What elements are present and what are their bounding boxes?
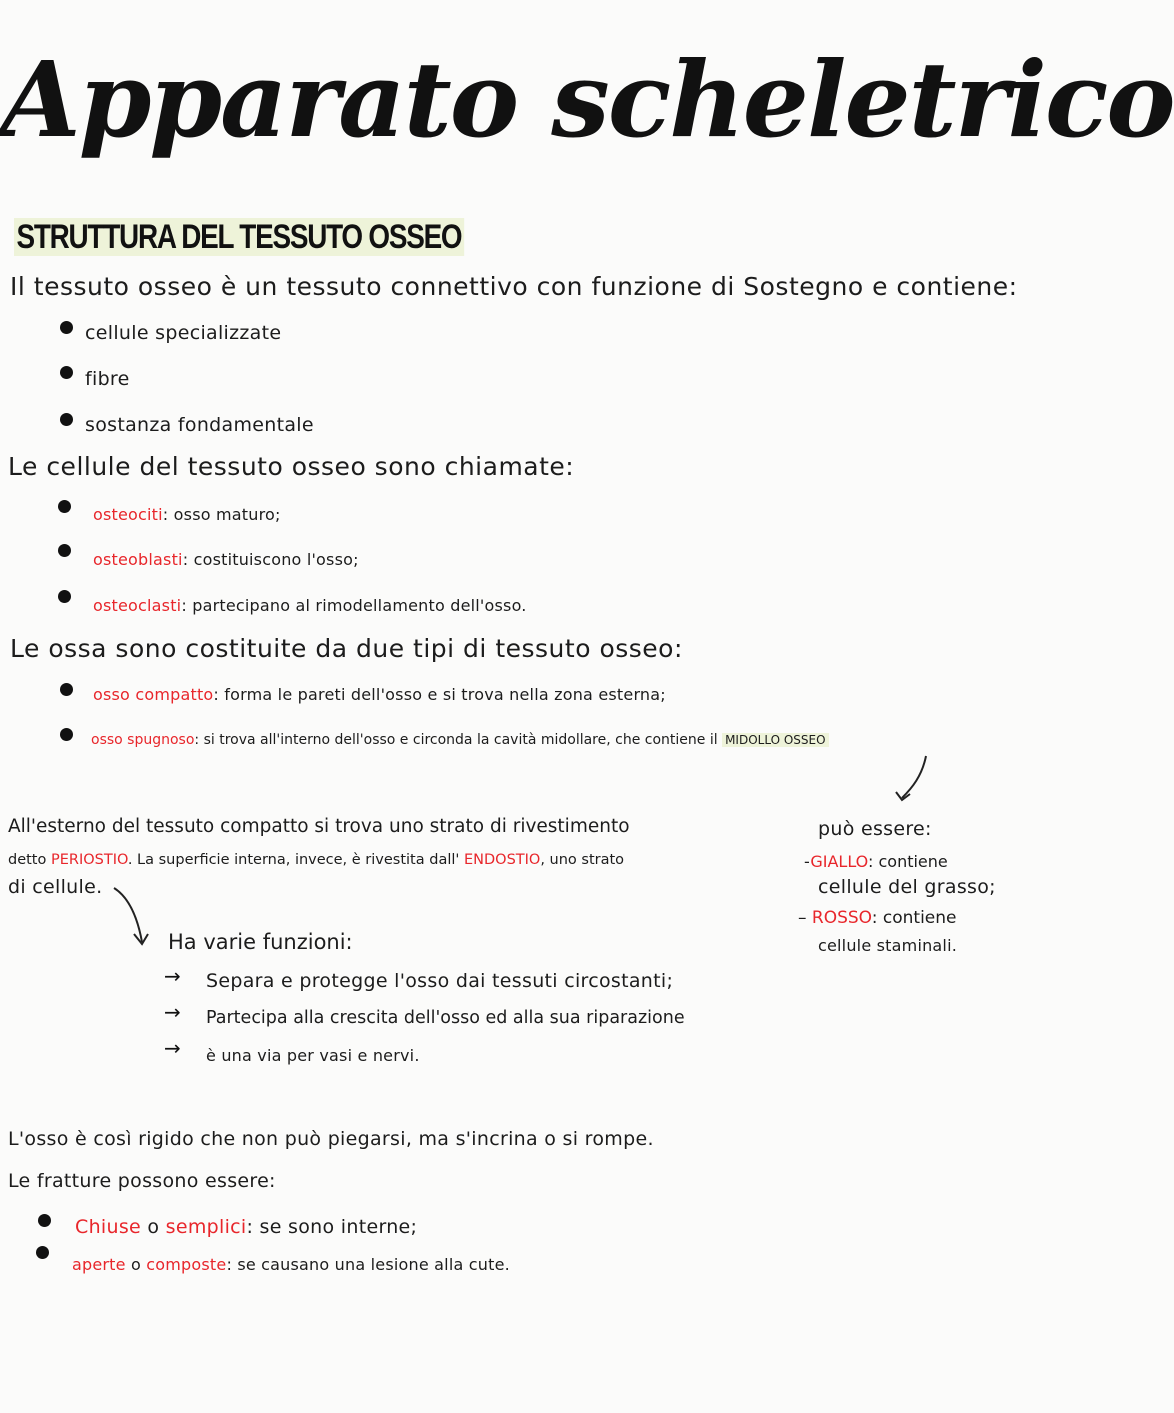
type-desc: : si trova all'interno dell'osso e circonda la cavità midollare, che contiene il (194, 732, 718, 748)
page-title: Apparato scheletrico (0, 38, 1174, 161)
component-item: sostanza fondamentale (85, 414, 314, 436)
bullet-icon (58, 500, 71, 513)
cell-desc: : costituiscono l'osso; (182, 550, 359, 569)
marrow-item (798, 908, 957, 928)
periosteum-text: detto (8, 852, 51, 868)
functions-intro: Ha varie funzioni: (168, 930, 353, 954)
bullet-icon (60, 413, 73, 426)
cell-term: osteociti (93, 505, 163, 524)
bullet-icon (60, 366, 73, 379)
right-arrow-icon: → (164, 1036, 181, 1060)
rigidity-text: L'osso è così rigido che non può piegarsi, ma s'incrina o si rompe. (8, 1128, 654, 1150)
periosteum-line3: di cellule. (8, 876, 103, 898)
cell-item (93, 596, 527, 615)
component-item: cellule specializzate (85, 322, 282, 344)
cell-term: osteoblasti (93, 550, 183, 569)
marrow-term: ROSSO (811, 908, 872, 928)
periosteum-text: . La superficie interna, invece, è rivestita dall' (127, 852, 464, 868)
cell-desc: : osso maturo; (162, 505, 281, 524)
intro-text: Il tessuto osseo è un tessuto connettivo con funzione di Sostegno e contiene: (10, 272, 1018, 301)
curved-arrow-icon (890, 752, 940, 812)
fracture-term: semplici (165, 1216, 247, 1238)
cell-desc: : partecipano al rimodellamento dell'osso. (181, 596, 527, 615)
marrow-highlight: MIDOLLO OSSEO (722, 733, 829, 747)
bullet-icon (36, 1246, 49, 1259)
bullet-icon (58, 590, 71, 603)
periosteum-line2 (8, 852, 624, 868)
marrow-term: GIALLO (810, 852, 868, 871)
type-term: osso compatto (93, 685, 214, 704)
fracture-item (72, 1255, 510, 1274)
cell-term: osteoclasti (93, 596, 182, 615)
function-item: è una via per vasi e nervi. (206, 1046, 420, 1065)
function-item: Partecipa alla crescita dell'osso ed alla sua riparazione (206, 1008, 685, 1028)
type-item (91, 732, 829, 748)
marrow-item (804, 852, 948, 871)
marrow-desc: : contiene (871, 908, 957, 928)
cell-item (93, 505, 281, 524)
section-heading (14, 218, 464, 257)
endosteum-term: ENDOSTIO (463, 852, 541, 868)
bullet-icon (38, 1214, 51, 1227)
fractures-intro: Le fratture possono essere: (8, 1170, 276, 1192)
fracture-item (75, 1216, 417, 1238)
periosteum-text: , uno strato (540, 852, 625, 868)
fracture-desc: : se causano una lesione alla cute. (226, 1255, 510, 1274)
type-item (93, 685, 666, 704)
cells-intro: Le cellule del tessuto osseo sono chiamate: (8, 452, 575, 481)
function-item: Separa e protegge l'osso dai tessuti circostanti; (206, 970, 674, 992)
bullet-icon (58, 544, 71, 557)
cell-item (93, 550, 359, 569)
fracture-term: Chiuse (75, 1216, 142, 1238)
fracture-term: composte (146, 1255, 227, 1274)
dash-icon: - (804, 852, 811, 871)
dash-icon: – (798, 908, 812, 928)
periosteum-line1: All'esterno del tessuto compatto si trova uno strato di rivestimento (8, 816, 630, 837)
periosteum-term: PERIOSTIO (50, 852, 128, 868)
right-arrow-icon: → (164, 1000, 181, 1024)
fracture-desc: : se sono interne; (246, 1216, 418, 1238)
component-item: fibre (85, 368, 130, 390)
right-arrow-icon: → (164, 964, 181, 988)
marrow-desc: : contiene (868, 852, 948, 871)
types-intro: Le ossa sono costituite da due tipi di tessuto osseo: (10, 634, 683, 663)
marrow-intro: può essere: (818, 818, 932, 840)
type-desc: : forma le pareti dell'osso e si trova nella zona esterna; (213, 685, 666, 704)
fracture-sep: o (141, 1216, 166, 1238)
section-heading-text: STRUTTURA DEL TESSUTO OSSEO (14, 218, 464, 256)
fracture-sep: o (125, 1255, 147, 1274)
fracture-term: aperte (72, 1255, 126, 1274)
marrow-desc-line2: cellule del grasso; (818, 876, 996, 898)
bullet-icon (60, 321, 73, 334)
type-term: osso spugnoso (91, 732, 195, 748)
curved-arrow-icon (110, 884, 160, 954)
bullet-icon (60, 683, 73, 696)
bullet-icon (60, 728, 73, 741)
marrow-desc-line2: cellule staminali. (818, 936, 958, 955)
